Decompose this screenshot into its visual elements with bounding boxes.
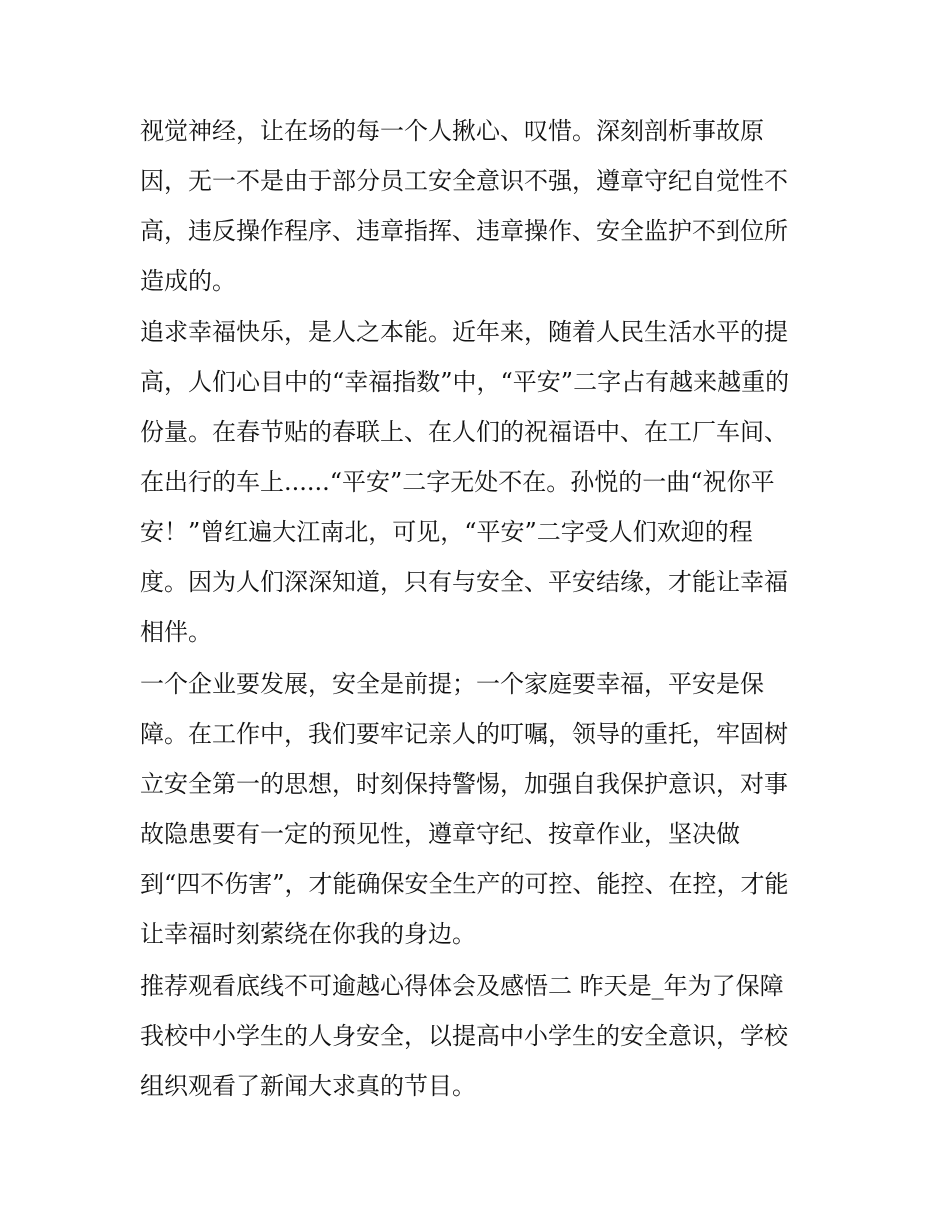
text-line: 故隐患要有一定的预见性，遵章守纪、按章作业，坚决做	[140, 820, 740, 848]
text-line: 度。因为人们深深知道，只有与安全、平安结缘，才能让幸福	[140, 568, 788, 596]
text-line: 造成的。	[140, 267, 236, 295]
text-line: 因，无一不是由于部分员工安全意识不强，遵章守纪自觉性不	[140, 167, 788, 195]
text-line: 推荐观看底线不可逾越心得体会及感悟二 昨天是_年为了保障	[140, 972, 784, 1000]
text-line: 组织观看了新闻大求真的节目。	[140, 1072, 476, 1100]
text-line: 让幸福时刻萦绕在你我的身边。	[140, 920, 476, 948]
text-line: 一个企业要发展，安全是前提；一个家庭要幸福，平安是保	[140, 670, 764, 698]
text-line: 在出行的车上......“平安”二字无处不在。孙悦的一曲“祝你平	[140, 468, 775, 496]
text-line: 份量。在春节贴的春联上、在人们的祝福语中、在工厂车间、	[140, 418, 788, 446]
text-line: 我校中小学生的人身安全，以提高中小学生的安全意识，学校	[140, 1022, 788, 1050]
text-line: 高，违反操作程序、违章指挥、违章操作、安全监护不到位所	[140, 217, 788, 245]
text-line: 障。在工作中，我们要牢记亲人的叮嘱，领导的重托，牢固树	[140, 720, 788, 748]
text-line: 追求幸福快乐，是人之本能。近年来，随着人民生活水平的提	[140, 318, 788, 346]
text-line: 安！”曾红遍大江南北，可见，“平安”二字受人们欢迎的程	[140, 518, 753, 546]
text-line: 立安全第一的思想，时刻保持警惕，加强自我保护意识，对事	[140, 770, 788, 798]
text-line: 视觉神经，让在场的每一个人揪心、叹惜。深刻剖析事故原	[140, 117, 764, 145]
text-line: 相伴。	[140, 618, 212, 646]
text-line: 高，人们心目中的“幸福指数”中，“平安”二字占有越来越重的	[140, 368, 790, 396]
text-line: 到“四不伤害”，才能确保安全生产的可控、能控、在控，才能	[140, 870, 789, 898]
